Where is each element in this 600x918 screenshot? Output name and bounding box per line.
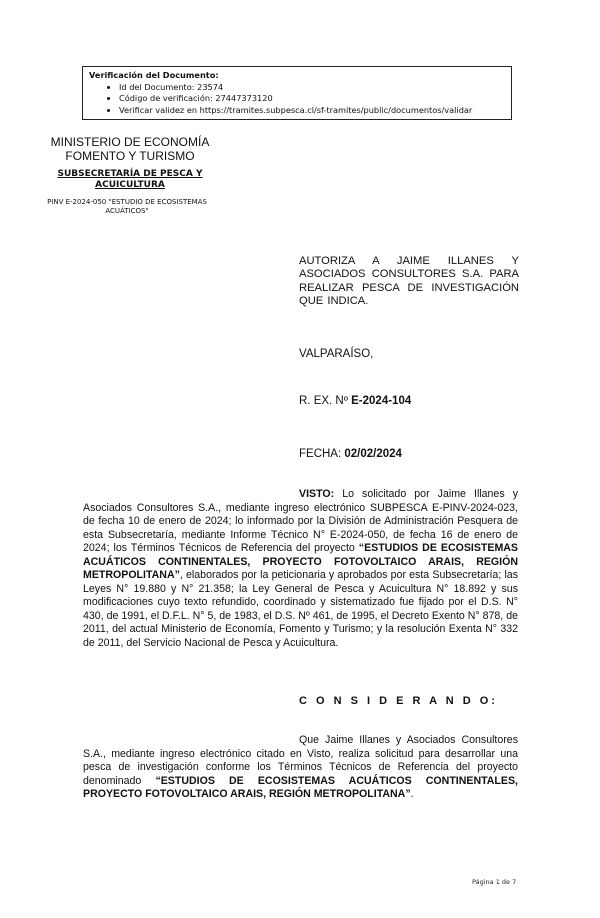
considerando-text-2: . [410, 788, 414, 800]
considerando-section [83, 734, 518, 802]
verification-url[interactable]: • Verificar validez en https://tramites.subpesca.cl/sf-tramites/public/documentos/validar [119, 105, 511, 117]
rex-label: R. EX. Nº [299, 395, 352, 407]
date-label: FECHA: [299, 448, 345, 460]
considerando-paragraph [83, 734, 518, 802]
visto-label: VISTO: [299, 488, 335, 500]
place: VALPARAÍSO, [299, 348, 374, 360]
ministry-line-2: FOMENTO Y TURISMO [65, 149, 195, 163]
considerando-title: C O N S I D E R A N D O: [299, 695, 498, 707]
considerando-project-name: “ESTUDIOS DE ECOSISTEMAS ACUÁTICOS CONTINENTALES, PROYECTO FOTOVOLTAICO ARAIS, REGIÓN METROPOLITANA” [83, 774, 518, 800]
resolution-number [299, 395, 411, 407]
visto-paragraph [83, 488, 518, 650]
rex-number: E-2024-104 [351, 395, 412, 407]
ministry-name [30, 135, 230, 163]
verification-code: • Código de verificación: 27447373120 [119, 93, 511, 105]
visto-section [83, 488, 518, 650]
pinv-line-2: ACUÁTICOS" [105, 207, 149, 215]
pinv-line-1: PINV E-2024-050 "ESTUDIO DE ECOSISTEMAS [47, 198, 207, 206]
visto-project-name: “ESTUDIOS DE ECOSISTEMAS ACUÁTICOS CONTINENTALES, PROYECTO FOTOVOLTAICO ARAIS, REGIÓN METROPOLITANA” [83, 542, 518, 581]
considerando-text-1: Que Jaime Illanes y Asociados Consultores S.A., mediante ingreso electrónico citado en Visto, realiza solicitud para desarrollar una pesca de investigación conforme los Términos Técnicos de Referencia del proyecto denominado [83, 734, 518, 787]
verification-id: • Id del Documento: 23574 [119, 82, 511, 94]
visto-text-2: , elaborados por la peticionaria y aprobados por esta Subsecretaría; las Leyes N° 19.880 y N° 21.358; la Ley General de Pesca y Acuicultura N° 18.892 y sus modificaciones cuyo texto refundido, coordinado y sistematizado fue fijado por el D.S. N° 430, de 1991, el D.F.L. N° 5, de 1983, el D.S. Nº 461, de 1995, el Decreto Exento N° 878, de 2011, del actual Ministerio de Economía, Fomento y Turismo; y la resolución Exenta N° 332 de 2011, del Servicio Nacional de Pesca y Acuicultura. [83, 569, 518, 649]
ministry-line-1: MINISTERIO DE ECONOMÍA [50, 135, 210, 149]
subsecretaria-name [40, 169, 220, 190]
page-number: Página 1 de 7 [472, 878, 517, 886]
subsecretaria-line-1: SUBSECRETARÍA DE PESCA Y [57, 169, 203, 179]
resolution-subject: AUTORIZA A JAIME ILLANES Y ASOCIADOS CONSULTORES S.A. PARA REALIZAR PESCA DE INVESTIGACIÓN QUE INDICA. [299, 255, 519, 308]
resolution-date [299, 448, 402, 460]
verification-box [82, 66, 512, 120]
pinv-reference [32, 198, 222, 216]
visto-text-1: Lo solicitado por Jaime Illanes y Asociados Consultores S.A., mediante ingreso electrónico SUBPESCA E-PINV-2024-023, de fecha 10 de enero de 2024; lo informado por la División de Administración Pesquera de esta Subsecretaría, mediante Informe Técnico N° E-2024-050, de fecha 16 de enero de 2024; los Términos Técnicos de Referencia del proyecto [83, 488, 518, 554]
date-value: 02/02/2024 [344, 448, 402, 460]
verification-list [89, 82, 511, 117]
subsecretaria-line-2: ACUICULTURA [95, 179, 165, 190]
verification-title: Verificación del Documento: [89, 70, 219, 80]
